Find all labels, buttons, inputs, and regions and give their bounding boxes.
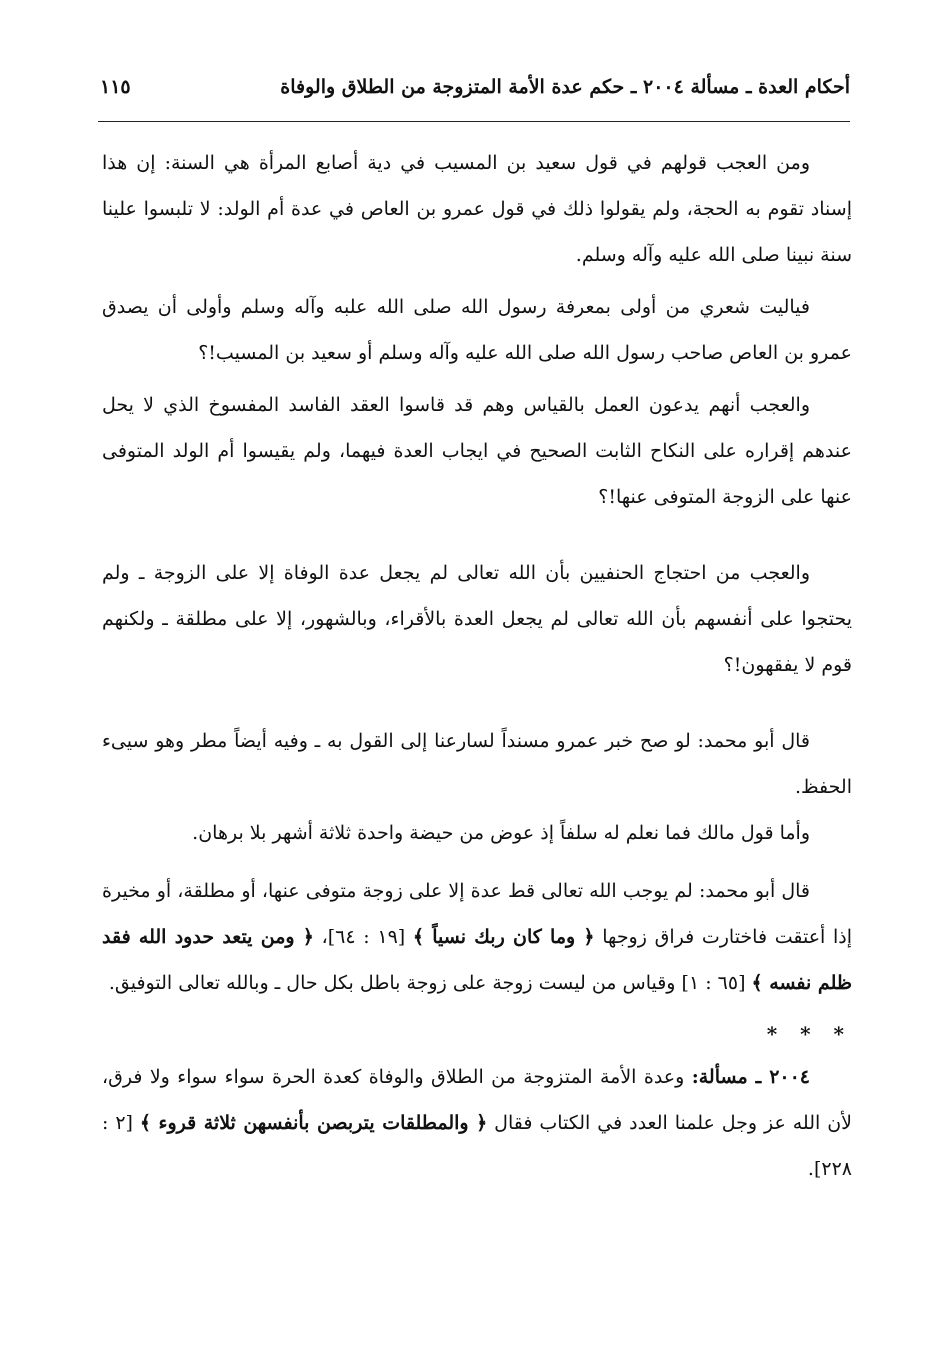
paragraph-7-text-b: [٦٥ : ١] وقياس من ليست زوجة على زوجة باطل بكل حال ـ وبالله تعالى التوفيق. xyxy=(108,972,746,994)
paragraph-7 xyxy=(102,868,852,1006)
quran-quote-3: ﴿ والمطلقات يتربصن بأنفسهن ثلاثة قروء ﴾ xyxy=(139,1112,488,1134)
paragraph-2: فياليت شعري من أولى بمعرفة رسول الله صلى الله علبه وآله وسلم وأولى أن يصدق عمرو بن العاص صاحب رسول الله صلى الله عليه وآله وسلم أو سعيد بن المسيب!؟ xyxy=(102,296,852,364)
quran-ref-1: [١٩ : ٦٤]، xyxy=(321,926,406,948)
paragraph-8 xyxy=(102,1054,852,1192)
paragraph-5: قال أبو محمد: لو صح خبر عمرو مسنداً لسارعنا إلى القول به ـ وفيه أيضاً مطر وهو سيىء الحفظ. xyxy=(102,730,852,798)
quran-quote-1: ﴿ وما كان ربك نسياً ﴾ xyxy=(412,926,595,948)
section-separator: * * * xyxy=(766,1022,852,1046)
header-title: أحكام العدة ـ مسألة ٢٠٠٤ ـ حكم عدة الأمة المتزوجة من الطلاق والوفاة xyxy=(280,76,850,98)
paragraph-8-text-b: [٢ : ٢٢٨]. xyxy=(102,1112,852,1180)
page-number: ١١٥ xyxy=(100,76,131,98)
header-rule xyxy=(98,121,850,122)
quran-quote-2: ﴿ ومن يتعد حدود الله فقد ظلم نفسه ﴾ xyxy=(102,926,852,994)
paragraph-3: والعجب أنهم يدعون العمل بالقياس وهم قد قاسوا العقد الفاسد المفسوخ الذي لا يحل عندهم إقراره على النكاح الثابت الصحيح في ايجاب العدة فيهما، ولم يقيسوا أم الولد المتوفى عنها على الزوجة المتوفى عنها!؟ xyxy=(102,394,852,508)
paragraph-6: وأما قول مالك فما نعلم له سلفاً إذ عوض من حيضة واحدة ثلاثة أشهر بلا برهان. xyxy=(192,822,810,844)
body-text xyxy=(102,140,852,1192)
running-header xyxy=(100,70,850,104)
paragraph-8-text-a: وعدة الأمة المتزوجة من الطلاق والوفاة كعدة الحرة سواء سواء ولا فرق، لأن الله عز وجل علمنا العدد في الكتاب فقال xyxy=(102,1066,852,1134)
issue-number: ٢٠٠٤ ـ مسألة: xyxy=(691,1066,811,1088)
paragraph-1: ومن العجب قولهم في قول سعيد بن المسيب في دية أصابع المرأة هي السنة: إن هذا إسناد تقوم به الحجة، ولم يقولوا ذلك في قول عمرو بن العاص في عدة أم الولد: لا تلبسوا علينا سنة نبينا صلى الله عليه وآله وسلم. xyxy=(102,152,852,266)
paragraph-7-text-a: قال أبو محمد: لم يوجب الله تعالى قط عدة إلا على زوجة متوفى عنها، أو مطلقة، أو مخيرة إذا أعتقت فاختارت فراق زوجها xyxy=(102,880,853,948)
paragraph-4: والعجب من احتجاج الحنفيين بأن الله تعالى لم يجعل عدة الوفاة إلا على الزوجة ـ ولم يحتجوا على أنفسهم بأن الله تعالى لم يجعل العدة بالأقراء، وبالشهور، إلا على مطلقة ـ ولكنهم قوم لا يفقهون!؟ xyxy=(102,562,852,676)
